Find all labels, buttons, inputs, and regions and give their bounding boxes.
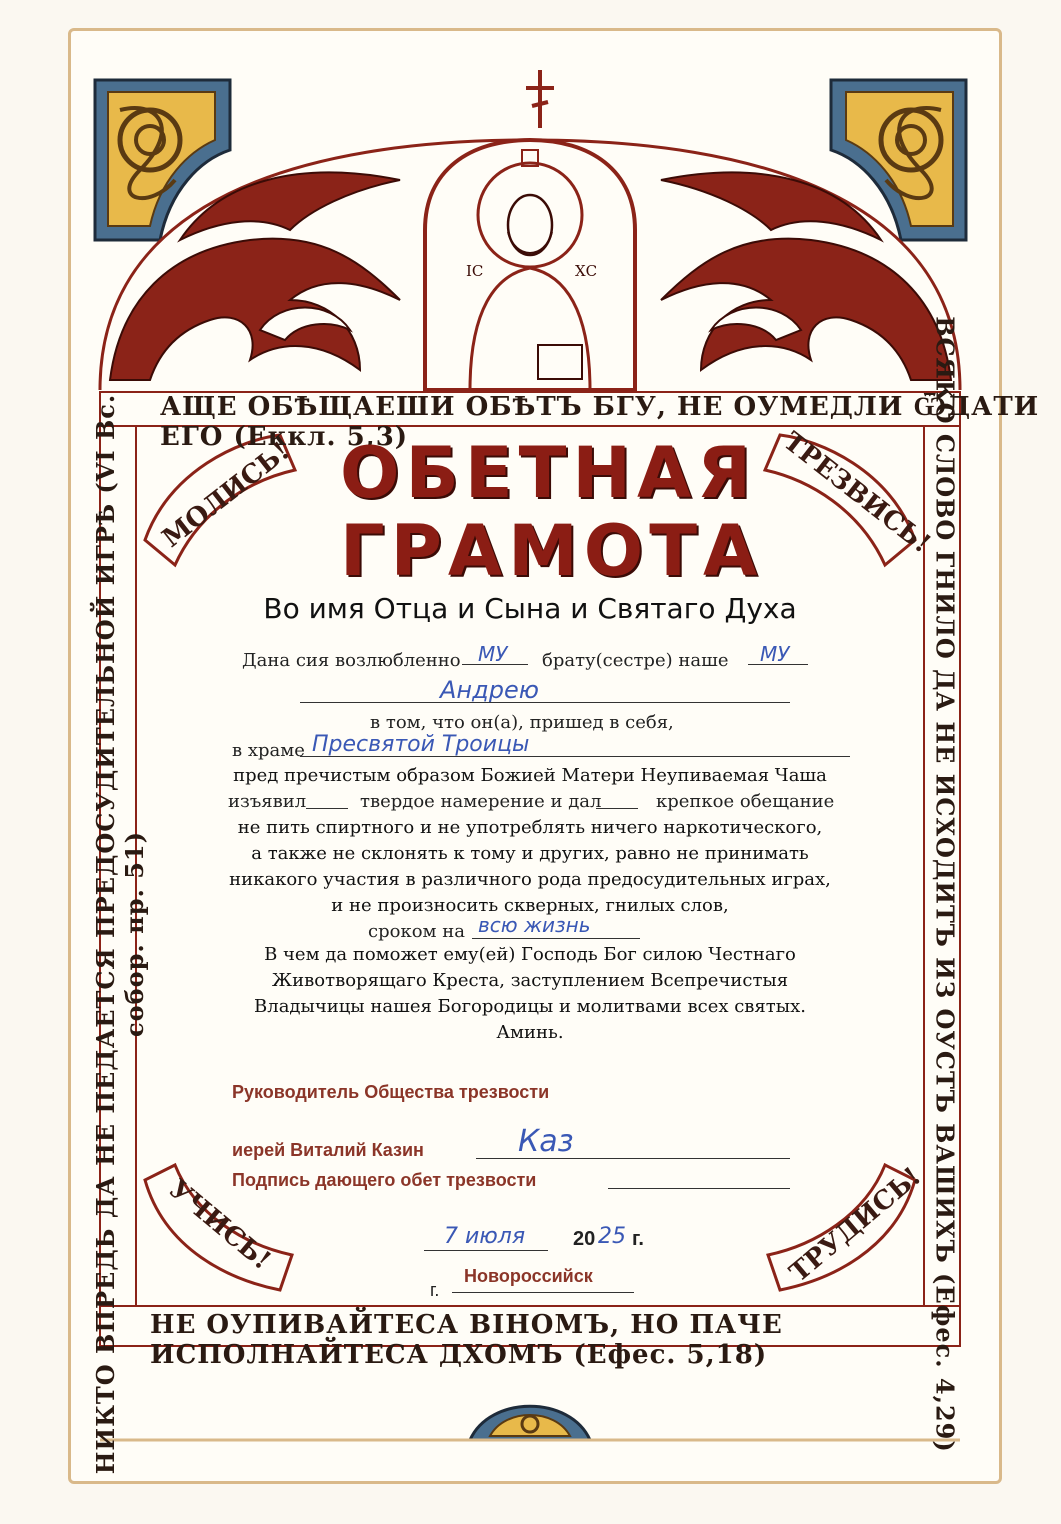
recipient-name-line (300, 702, 790, 703)
vow-a: изъявил (228, 791, 307, 812)
term-value-line (472, 938, 640, 939)
blessing-line-1: В чем да поможет ему(ей) Господь Бог силою Честнаго (264, 944, 796, 965)
certificate-title-line2: ГРАМОТА (340, 510, 764, 592)
year-unit: г. (632, 1228, 644, 1250)
bottom-banner-text: НЕ ОУПИВАЙТЕСА ВІНОМЪ, НО ПАЧЕ ИСПОЛНАЙТЕСА ДХОМЪ (Ефес. 5,18) (150, 1310, 783, 1370)
body-line-4: а также не склонять к тому и других, равно не принимать (251, 843, 809, 864)
given-suffix-2-line (748, 664, 808, 665)
scroll-text-learn: УЧИСЬ! (162, 1173, 277, 1277)
vow-c: крепкое обещание (656, 791, 835, 812)
vow-b: твердое намерение и дал (360, 791, 602, 812)
body-line-6: и не произносить скверных, гнилых слов, (331, 895, 729, 916)
date-day-line (424, 1250, 548, 1251)
celtic-knot-bottom-icon (470, 1406, 590, 1440)
scroll-text-sober: ТРЕЗВИСЬ! (777, 426, 936, 560)
city-name: Новороссийск (464, 1266, 593, 1286)
church-name: Пресвятой Троицы (312, 732, 530, 757)
vow-signature-label: Подпись дающего обет трезвости (232, 1170, 537, 1190)
icon-letters-left: IС (466, 262, 484, 280)
scroll-text-work: ТРУДИСЬ! (784, 1161, 928, 1289)
left-side-text: НИКТО ВПРЕДЬ ДА НЕ ПЕДАЕТСЯ ПРЕДОСУДИТЕЛЬНОЙ ИГРѢ (VI Вс. собор. пр. 51) (91, 393, 149, 1475)
given-suffix-2: МУ (760, 642, 790, 666)
line-came: в том, что он(а), пришед в себя, (370, 712, 674, 733)
right-side-text: ВСЯКО СЛОВО ГНИЛО ДА НЕ ИСХОДИТЪ ИЗ ОУСТЪ ВАШИХЪ (Ефес. 4,29) (930, 316, 960, 1453)
body-line-3: не пить спиртного и не употреблять ничего наркотического, (237, 817, 823, 838)
given-middle: брату(сестре) наше (542, 650, 729, 671)
head-title: Руководитель Общества трезвости (232, 1082, 550, 1102)
blessing-line-3: Владычицы нашея Богородицы и молитвами всех святых. (254, 996, 806, 1017)
certificate-title-line1: ОБЕТНАЯ (340, 432, 758, 514)
church-prefix: в храме (232, 740, 305, 761)
vow-a-line (306, 808, 348, 809)
given-prefix: Дана сия возлюбленно (242, 650, 461, 671)
priest-name: иерей Виталий Казин (232, 1140, 424, 1160)
term-value: всю жизнь (478, 913, 591, 937)
amen-text: Аминь. (496, 1022, 564, 1043)
church-name-line (300, 756, 850, 757)
priest-signature: Каз (518, 1124, 574, 1159)
city-line (452, 1292, 634, 1293)
vow-b-line (596, 808, 638, 809)
scroll-text-pray: МОЛИСЬ! (156, 436, 296, 554)
icon-letters-right: ХС (575, 262, 598, 280)
given-suffix-1: МУ (478, 642, 508, 666)
vow-signature-line (608, 1188, 790, 1189)
year-prefix: 20 (573, 1228, 596, 1250)
christ-icon (425, 140, 635, 390)
term-prefix: сроком на (368, 921, 465, 942)
blessing-line-2: Животворящаго Креста, заступлением Всепречистыя (271, 970, 789, 991)
cross-icon (526, 70, 554, 128)
year-suffix: 25 (598, 1224, 626, 1249)
given-suffix-1-line (462, 664, 528, 665)
body-line-5: никакого участия в различного рода предосудительных играх, (229, 869, 831, 890)
top-banner-text: АЩЕ ОБѢЩАЕШИ ОБѢТЪ БГУ, НЕ ОУМЕДЛИ ѾДАТИ ЕГО (Еккл. 5,3) (160, 392, 1040, 452)
invocation-text: Во имя Отца и Сына и Святаго Духа (263, 592, 797, 625)
recipient-name: Андрею (440, 676, 539, 704)
city-prefix: г. (430, 1280, 440, 1300)
date-day: 7 июля (444, 1224, 526, 1249)
line-icon: пред пречистым образом Божией Матери Неупиваемая Чаша (233, 765, 827, 786)
